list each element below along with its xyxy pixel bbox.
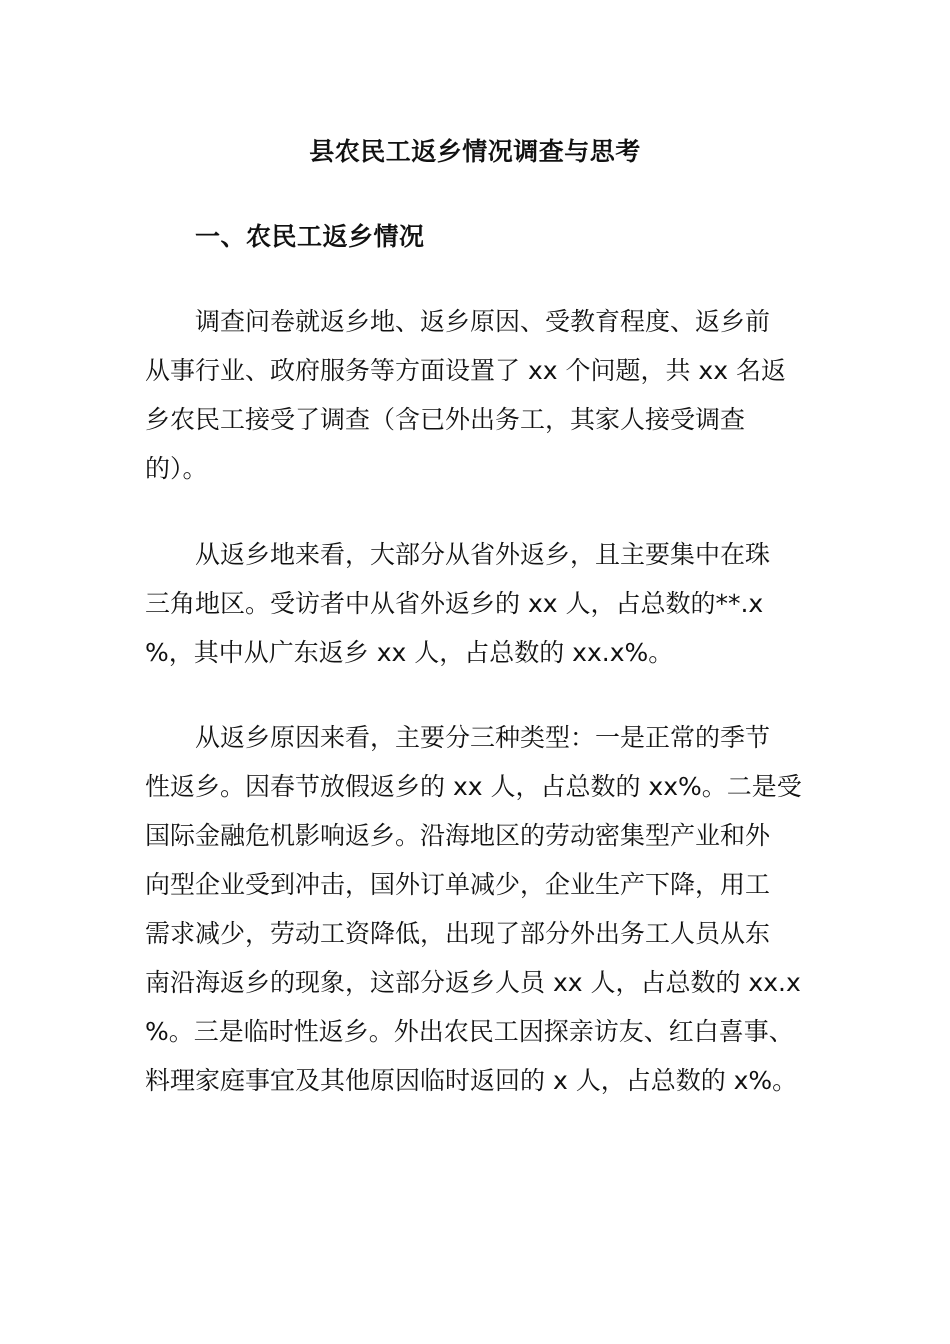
paragraph-line: 从返乡原因来看，主要分三种类型：一是正常的季节 <box>195 723 771 752</box>
paragraph-line: 从事行业、政府服务等方面设置了 xx 个问题，共 xx 名返 <box>145 356 786 385</box>
paragraph-line: 三角地区。受访者中从省外返乡的 xx 人，占总数的**.x <box>145 589 764 618</box>
paragraph-line: 料理家庭事宜及其他原因临时返回的 x 人，占总数的 x%。 <box>145 1066 798 1095</box>
paragraph-line: 性返乡。因春节放假返乡的 xx 人，占总数的 xx%。二是受 <box>145 772 802 801</box>
paragraph-line: %，其中从广东返乡 xx 人，占总数的 xx.x%。 <box>145 638 674 667</box>
paragraph-line: 乡农民工接受了调查（含已外出务工，其家人接受调查 <box>145 405 746 434</box>
paragraph-line: 国际金融危机影响返乡。沿海地区的劳动密集型产业和外 <box>145 821 771 850</box>
paragraph-line: 南沿海返乡的现象，这部分返乡人员 xx 人，占总数的 xx.x <box>145 968 801 997</box>
section-heading: 一、农民工返乡情况 <box>195 222 425 251</box>
paragraph-line: 向型企业受到冲击，国外订单减少，企业生产下降，用工 <box>145 870 771 899</box>
paragraph-line: 需求减少，劳动工资降低，出现了部分外出务工人员从东 <box>145 919 771 948</box>
document-title: 县农民工返乡情况调查与思考 <box>309 137 641 166</box>
paragraph-line: %。三是临时性返乡。外出农民工因探亲访友、红白喜事、 <box>145 1017 794 1046</box>
paragraph-line: 从返乡地来看，大部分从省外返乡，且主要集中在珠 <box>195 540 771 569</box>
paragraph-line: 的）。 <box>145 454 208 483</box>
paragraph-line: 调查问卷就返乡地、返乡原因、受教育程度、返乡前 <box>195 307 771 336</box>
